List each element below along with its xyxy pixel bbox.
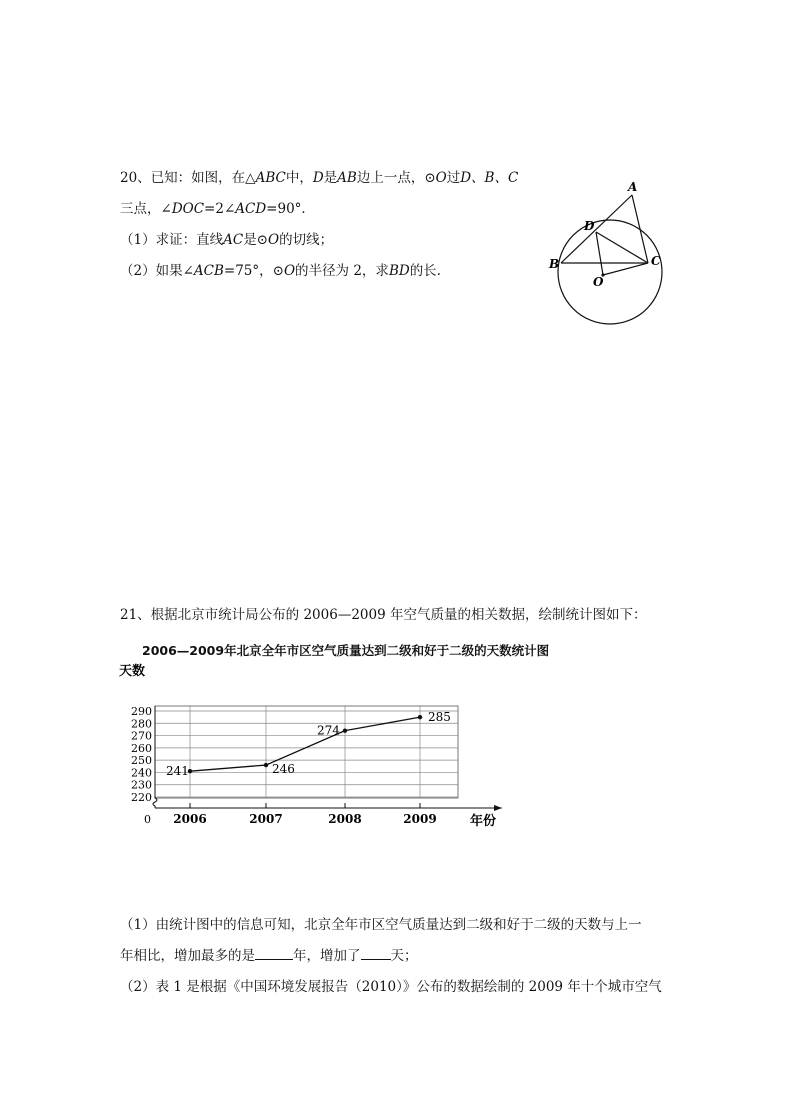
ytick-label-240: 240 (131, 766, 152, 780)
geometry-figure (540, 175, 680, 330)
q21-part1-line1: （1）由统计图中的信息可知，北京全年市区空气质量达到二级和好于二级的天数与上一 (120, 917, 642, 933)
x-axis-arrow (494, 805, 502, 811)
data-point-2009 (418, 715, 422, 719)
data-label-2009: 285 (428, 710, 451, 725)
data-label-2006: 241 (166, 764, 189, 779)
ytick-label-220: 220 (131, 791, 152, 804)
label-o: O (593, 275, 604, 289)
label-b: B (549, 257, 560, 271)
line-chart (110, 658, 510, 833)
q21-intro: 21、根据北京市统计局公布的 2006—2009 年空气质量的相关数据，绘制统计图如下： (120, 607, 647, 623)
circle-o (558, 220, 662, 324)
xtick-label-2008: 2008 (328, 812, 362, 826)
data-point-2008 (343, 728, 347, 732)
q20-line2: 三点，∠DOC=2∠ACD=90°． (120, 201, 315, 217)
segment-ac (632, 195, 648, 263)
segment-do (596, 232, 603, 275)
y-axis-title: 天数 (119, 664, 146, 679)
series-layer (188, 715, 422, 773)
origin-label: 0 (144, 813, 151, 826)
q21-part2-line1: （2）表 1 是根据《中国环境发展报告（2010）》公布的数据绘制的 2009 年十个城市空气 (120, 979, 662, 995)
xtick-label-2006: 2006 (173, 812, 207, 826)
segment-oc (603, 263, 648, 275)
q21-part1-line2: 年相比，增加最多的是 年，增加了 天； (120, 948, 418, 964)
ytick-label-290: 290 (131, 705, 152, 718)
segment-ba (561, 195, 632, 263)
label-a: A (628, 180, 638, 194)
chart-title: 2006—2009年北京全年市区空气质量达到二级和好于二级的天数统计图 (142, 643, 550, 658)
answer-blank-year[interactable] (255, 947, 293, 960)
data-label-2007: 246 (272, 762, 295, 777)
ytick-label-250: 250 (131, 754, 152, 768)
ytick-label-280: 280 (131, 717, 152, 731)
data-point-2007 (264, 763, 268, 767)
xtick-label-2009: 2009 (403, 812, 437, 826)
segment-dc (596, 232, 648, 263)
label-c: C (651, 254, 661, 268)
q20-part1: （1）求证：直线AC是⊙O的切线； (120, 232, 334, 248)
ytick-label-230: 230 (131, 778, 152, 792)
q20-line1: 20、已知：如图，在△ABC中，D是AB边上一点，⊙O过D、B、C (120, 170, 519, 186)
label-d: D (584, 219, 595, 233)
data-label-2008: 274 (317, 723, 340, 738)
grid-layer (155, 706, 458, 798)
x-axis-title: 年份 (470, 814, 497, 829)
xtick-label-2007: 2007 (249, 812, 283, 826)
answer-blank-days[interactable] (361, 947, 391, 960)
y-axis-break (153, 798, 157, 808)
series-line (190, 717, 420, 771)
ytick-label-270: 270 (131, 729, 152, 743)
ytick-label-260: 260 (131, 741, 152, 755)
q20-part2: （2）如果∠ACB=75°，⊙O的半径为 2，求BD的长. (120, 263, 441, 279)
q20-number: 20、 (120, 170, 151, 186)
plot-frame (155, 706, 458, 798)
